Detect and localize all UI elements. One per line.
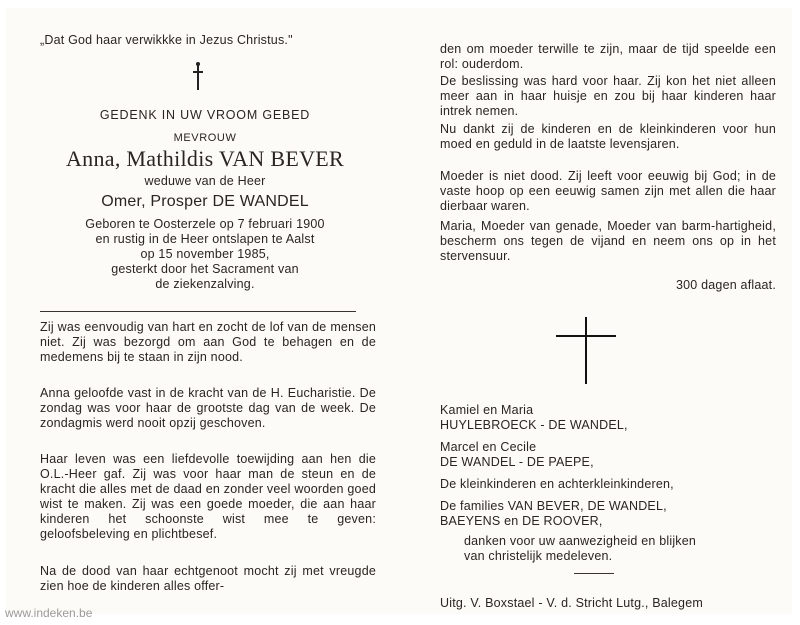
divider — [574, 573, 614, 574]
memorial-card — [6, 8, 792, 614]
bio-line: gesterkt door het Sacrament van — [111, 262, 299, 276]
bio-line: de ziekenzalving. — [155, 277, 255, 291]
family-line: HUYLEBROECK - DE WANDEL, — [440, 418, 628, 432]
biography — [20, 217, 390, 292]
indulgence-note: 300 dagen aflaat. — [675, 278, 776, 292]
bible-quote: „Dat God haar verwikkke in Jezus Christus." — [40, 33, 293, 47]
paragraph: Maria, Moeder van genade, Moeder van barm-hartigheid, bescherm ons tegen de vijand en neem ons op in het stervensuur. — [440, 219, 776, 263]
family-line: De kleinkinderen en achterkleinkinderen, — [440, 477, 674, 491]
bio-line: op 15 november 1985, — [140, 247, 270, 261]
family-line: Kamiel en Maria — [440, 403, 534, 417]
remembrance-heading: GEDENK IN UW VROOM GEBED — [99, 108, 311, 122]
paragraph: den om moeder terwille te zijn, maar de tijd speelde een rol: ouderdom. — [440, 42, 776, 71]
thanks-line: van christelijk medeleven. — [464, 549, 613, 563]
family-line: De families VAN BEVER, DE WANDEL, — [440, 499, 667, 513]
deceased-name: Anna, Mathildis VAN BEVER — [65, 146, 345, 171]
salutation: MEVROUW — [173, 132, 237, 144]
family-line: BAEYENS en DE ROOVER, — [440, 514, 603, 528]
cross-icon — [556, 317, 616, 384]
widow-of-label: weduwe van de Heer — [144, 174, 266, 188]
thanks-line: danken voor uw aanwezigheid en blijken — [464, 534, 697, 548]
divider — [40, 311, 356, 312]
paragraph: Moeder is niet dood. Zij leeft voor eeuwig bij God; in de vaste hoop op een eeuwig samen zijn met allen die haar dierbaar waren. — [440, 169, 776, 213]
printer-credit: Uitg. V. Boxstael - V. d. Stricht Lutg., Balegem — [440, 596, 703, 610]
paragraph: Haar leven was een liefdevolle toewijding aan hen die O.L.-Heer gaf. Zij was voor haar man de steun en de kracht die alles met de daad en zonder veel woorden goed wist te maken. Zij was een goede moeder, die aan haar kinderen het schoonste wist mee te geven: geloofsbeleving en plichtbesef. — [40, 452, 376, 541]
husband-name: Omer, Prosper DE WANDEL — [101, 193, 309, 210]
cross-icon — [193, 64, 203, 90]
bio-line: Geboren te Oosterzele op 7 februari 1900 — [85, 217, 325, 231]
watermark: www.indeken.be — [5, 606, 93, 620]
family-line: DE WANDEL - DE PAEPE, — [440, 455, 594, 469]
paragraph: Zij was eenvoudig van hart en zocht de lof van de mensen niet. Zij was bezorgd om aan God te behagen en de medemens bij te staan in zijn nood. — [40, 320, 376, 364]
paragraph: De beslissing was hard voor haar. Zij kon het niet alleen meer aan in haar huisje en zou bij haar kinderen haar intrek nemen. — [440, 74, 776, 118]
paragraph: Nu dankt zij de kinderen en de kleinkinderen voor hun moed en geduld in de laatste levensjaren. — [440, 122, 776, 151]
paragraph: Na de dood van haar echtgenoot mocht zij met vreugde zien hoe de kinderen alles offer- — [40, 564, 376, 593]
family-line: Marcel en Cecile — [440, 440, 537, 454]
bio-line: en rustig in de Heer ontslapen te Aalst — [95, 232, 315, 246]
paragraph: Anna geloofde vast in de kracht van de H. Eucharistie. De zondag was voor haar de grootste dag van de week. De zondagmis werd nooit opzij geschoven. — [40, 386, 376, 430]
